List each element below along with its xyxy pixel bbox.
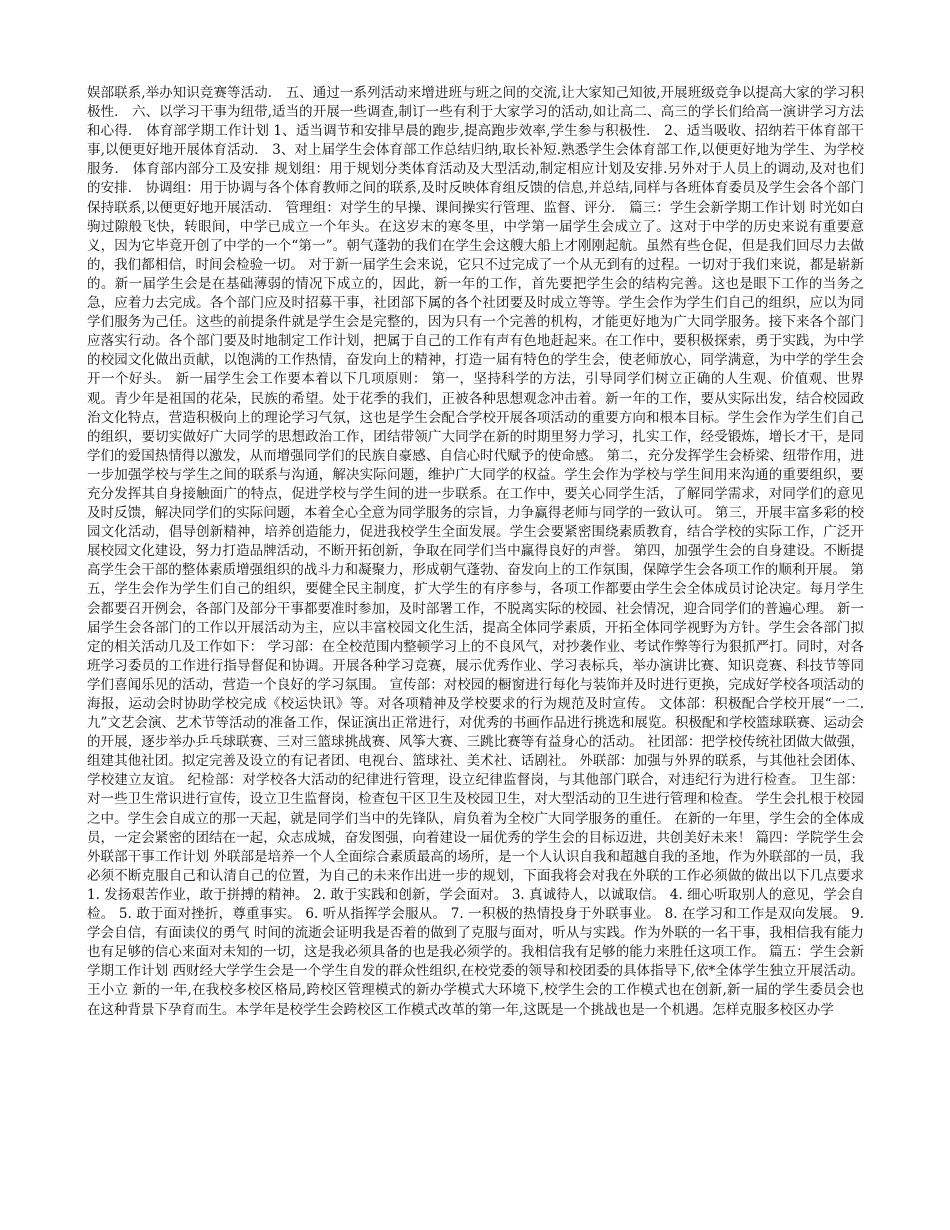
document-body-text: 娱部联系,举办知识竞赛等活动． 五、通过一系列活动来增进班与班之间的交流,让大家知己知彼,开展班级竞争以提高大家的学习积极性． 六、以学习干事为纽带,适当的开展一些调查,制订一些有利于大家学习的活动,如让高二、高三的学长们给高一演讲学习方法和心得． 体育部学期工作计划 1、适当调节和安排早晨的跑步,提高跑步效率,学生参与积极性． 2、适当吸收、招纳若干体育部干事,以便更好地开展体育活动． 3、对上届学生会体育部工作总结归纳,取长补短.熟悉学生会体育部工作,以便更好地为学生、为学校服务． 体育部内部分工及安排 规划组：用于规划分类体育活动及大型活动,制定相应计划及安排.另外对于人员上的调动,及对也们的安排． 协调组：用于协调与各个体育教师之间的联系,及时反映体育组反馈的信息,并总结,同样与各班体育委员及学生会各个部门保持联系,以便更好地开展活动． 管理组：对学生的早操、课间操实行管理、监督、评分． 篇三：学生会新学期工作计划 时光如白驹过隙般飞快，转眼间，中学已成立一个年头。在这岁末的寒冬里，中学第一届学生会成立了。这对于中学的历史来说有重要意义，因为它毕竟开创了中学的一个“第一”。朝气蓬勃的我们在学生会这艘大船上才刚刚起航。虽然有些仓促，但是我们回尽力去做的，我们都相信，时间会检验一切。 对于新一届学生会来说，它只不过完成了一个从无到有的过程。一切对于我们来说，都是崭新的。新一届学生会是在基础薄弱的情况下成立的，因此，新一年的工作，首先要把学生会的结构完善。这也是眼下工作的当务之急，应着力去完成。各个部门应及时招募干事，社团部下属的各个社团要及时成立等等。学生会作为学生们自己的组织，应以为同学们服务为己任。这些的前提条件就是学生会是完整的，因为只有一个完善的机构，才能更好地为广大同学服务。接下来各个部门应落实行动。各个部门要及时地制定工作计划，把属于自己的工作有声有色地赶起来。在工作中，要积极探索，勇于实践，为中学的校园文化做出贡献，以饱满的工作热情，奋发向上的精神，打造一届有特色的学生会，使老师放心，同学满意，为中学的学生会开一个好头。 新一届学生会工作要本着以下几项原则： 第一，坚持科学的方法，引导同学们树立正确的人生观、价值观、世界观。青少年是祖国的花朵，民族的希望。处于花季的我们，正被各种思想观念冲击着。新一年的工作，要从实际出发，结合校园政治文化特点，营造积极向上的理论学习气氛，这也是学生会配合学校开展各项活动的重要方向和根本目标。学生会作为学生们自己的组织，要切实做好广大同学的思想政治工作，团结带领广大同学在新的时期里努力学习，扎实工作，经受锻炼，增长才干，是同学们的爱国热情得以激发，从而增强同学们的民族自豪感、自信心时代赋予的使命感。 第二，充分发挥学生会桥梁、纽带作用，进一步加强学校与学生之间的联系与沟通，解决实际问题，维护广大同学的权益。学生会作为学校与学生间用来沟通的重要组织，要充分发挥其自身接触面广的特点，促进学校与学生间的进一步联系。在工作中，要关心同学生活，了解同学需求，对同学们的意见及时反馈，解决同学们的实际问题，本着全心全意为同学服务的宗旨，力争赢得老师与同学的一致认可。 第三，开展丰富多彩的校园文化活动，倡导创新精神，培养创造能力，促进我校学生全面发展。学生会要紧密围绕素质教育，结合学校的实际工作，广泛开展校园文化建设，努力打造品牌活动，不断开拓创新，争取在同学们当中赢得良好的声誉。 第四，加强学生会的自身建设。不断提高学生会干部的整体素质增强组织的战斗力和凝聚力，形成朝气蓬勃、奋发向上的工作氛围，保障学生会各项工作的顺利开展。 第五，学生会作为学生们自己的组织，要健全民主制度，扩大学生的有序参与，各项工作都要由学生会全体成员讨论决定。每月学生会都要召开例会，各部门及部分干事都要准时参加，及时部署工作，不脱离实际的校园、社会情况，迎合同学们的普遍心理。 新一届学生会各部门的工作以开展活动为主，应以丰富校园文化生活，提高全体同学素质，开拓全体同学视野为方针。学生会各部门拟定的相关活动几及工作如下： 学习部：在全校范围内整顿学习上的不良风气，对抄袭作业、考试作弊等行为狠抓严打。同时，对各班学习委员的工作进行指导督促和协调。开展各种学习竞赛，展示优秀作业、学习表标兵，举办演讲比赛、知识竞赛、科技节等同学们喜闻乐见的活动，营造一个良好的学习氛围。 宣传部：对校园的橱窗进行每化与装饰并及时进行更换，完成好学校各项活动的海报，运动会时协助学校完成《校运快讯》等。对各项精神及学校要求的行为规范及时宣传。 文体部：积极配合学校开展“一二.九”文艺会演、艺术节等活动的准备工作，保证演出正常进行，对优秀的书画作品进行挑选和展览。积极配和学校篮球联赛、运动会的开展，逐步举办乒乓球联赛、三对三篮球挑战赛、风筝大赛、三跳比赛等有益身心的活动。 社团部：把学校传统社团做大做强，组建其他社团。拟定完善及设立的有记者团、电视台、篮球社、美术社、话剧社。 外联部：加强与外界的联系，与其他社会团体、学校建立友谊。 纪检部：对学校各大活动的纪律进行管理，设立纪律监督岗，与其他部门联合，对违纪行为进行检查。 卫生部：对一些卫生常识进行宣传，设立卫生监督岗，检查包干区卫生及校园卫生，对大型活动的卫生进行管理和检查。 学生会扎根于校园之中。学生会自成立的那一天起，就是同学们当中的先锋队，肩负着为全校广大同学服务的重任。 在新的一年里，学生会的全体成员，一定会紧密的团结在一起，众志成城，奋发图强，向着建设一届优秀的学生会的目标迈进，共创美好未来！ 篇四：学院学生会外联部干事工作计划 外联部是培养一个人全面综合素质最高的场所，是一个人认识自我和超越自我的圣地，作为外联部的一员，我必须不断克服自己和认清自己的位置，为自己的未来作出进一步的规划，下面我将会对我在外联的工作必须做的做出以下几点要求 1. 发扬艰苦作业，敢于拼搏的精神。 2. 敢于实践和创新，学会面对。 3. 真诚待人，以诚取信。 4. 细心听取别人的意见，学会自检。 5. 敢于面对挫折，尊重事实。 6. 听从指挥学会服从。 7. 一积极的热情投身于外联事业。 8. 在学习和工作是双向发展。 9. 学会自信，有面读仪的勇气 时间的流逝会证明我是否着的做到了克服与面对，听从与实践。作为外联的一名干事，我相信我有能力也有足够的信心来面对未知的一切，这是我必须具备的也是我必须学的。我相信我有足够的能力来胜任这项工作。 篇五：学生会新学期工作计划 西财经大学学生会是一个学生自发的群众性组织,在校党委的领导和校团委的具体指导下,依*全体学生独立开展活动。王小立 新的一年,在我校多校区格局,跨校区管理模式的新办学模式大环境下,校学生会的工作模式也在创新,新一届的学生委员会也在这种背景下孕育而生。本学年是校学生会跨校区工作模式改革的第一年,这既是一个挑战也是一个机遇。怎样克服多校区办学 <box>87 85 864 1018</box>
